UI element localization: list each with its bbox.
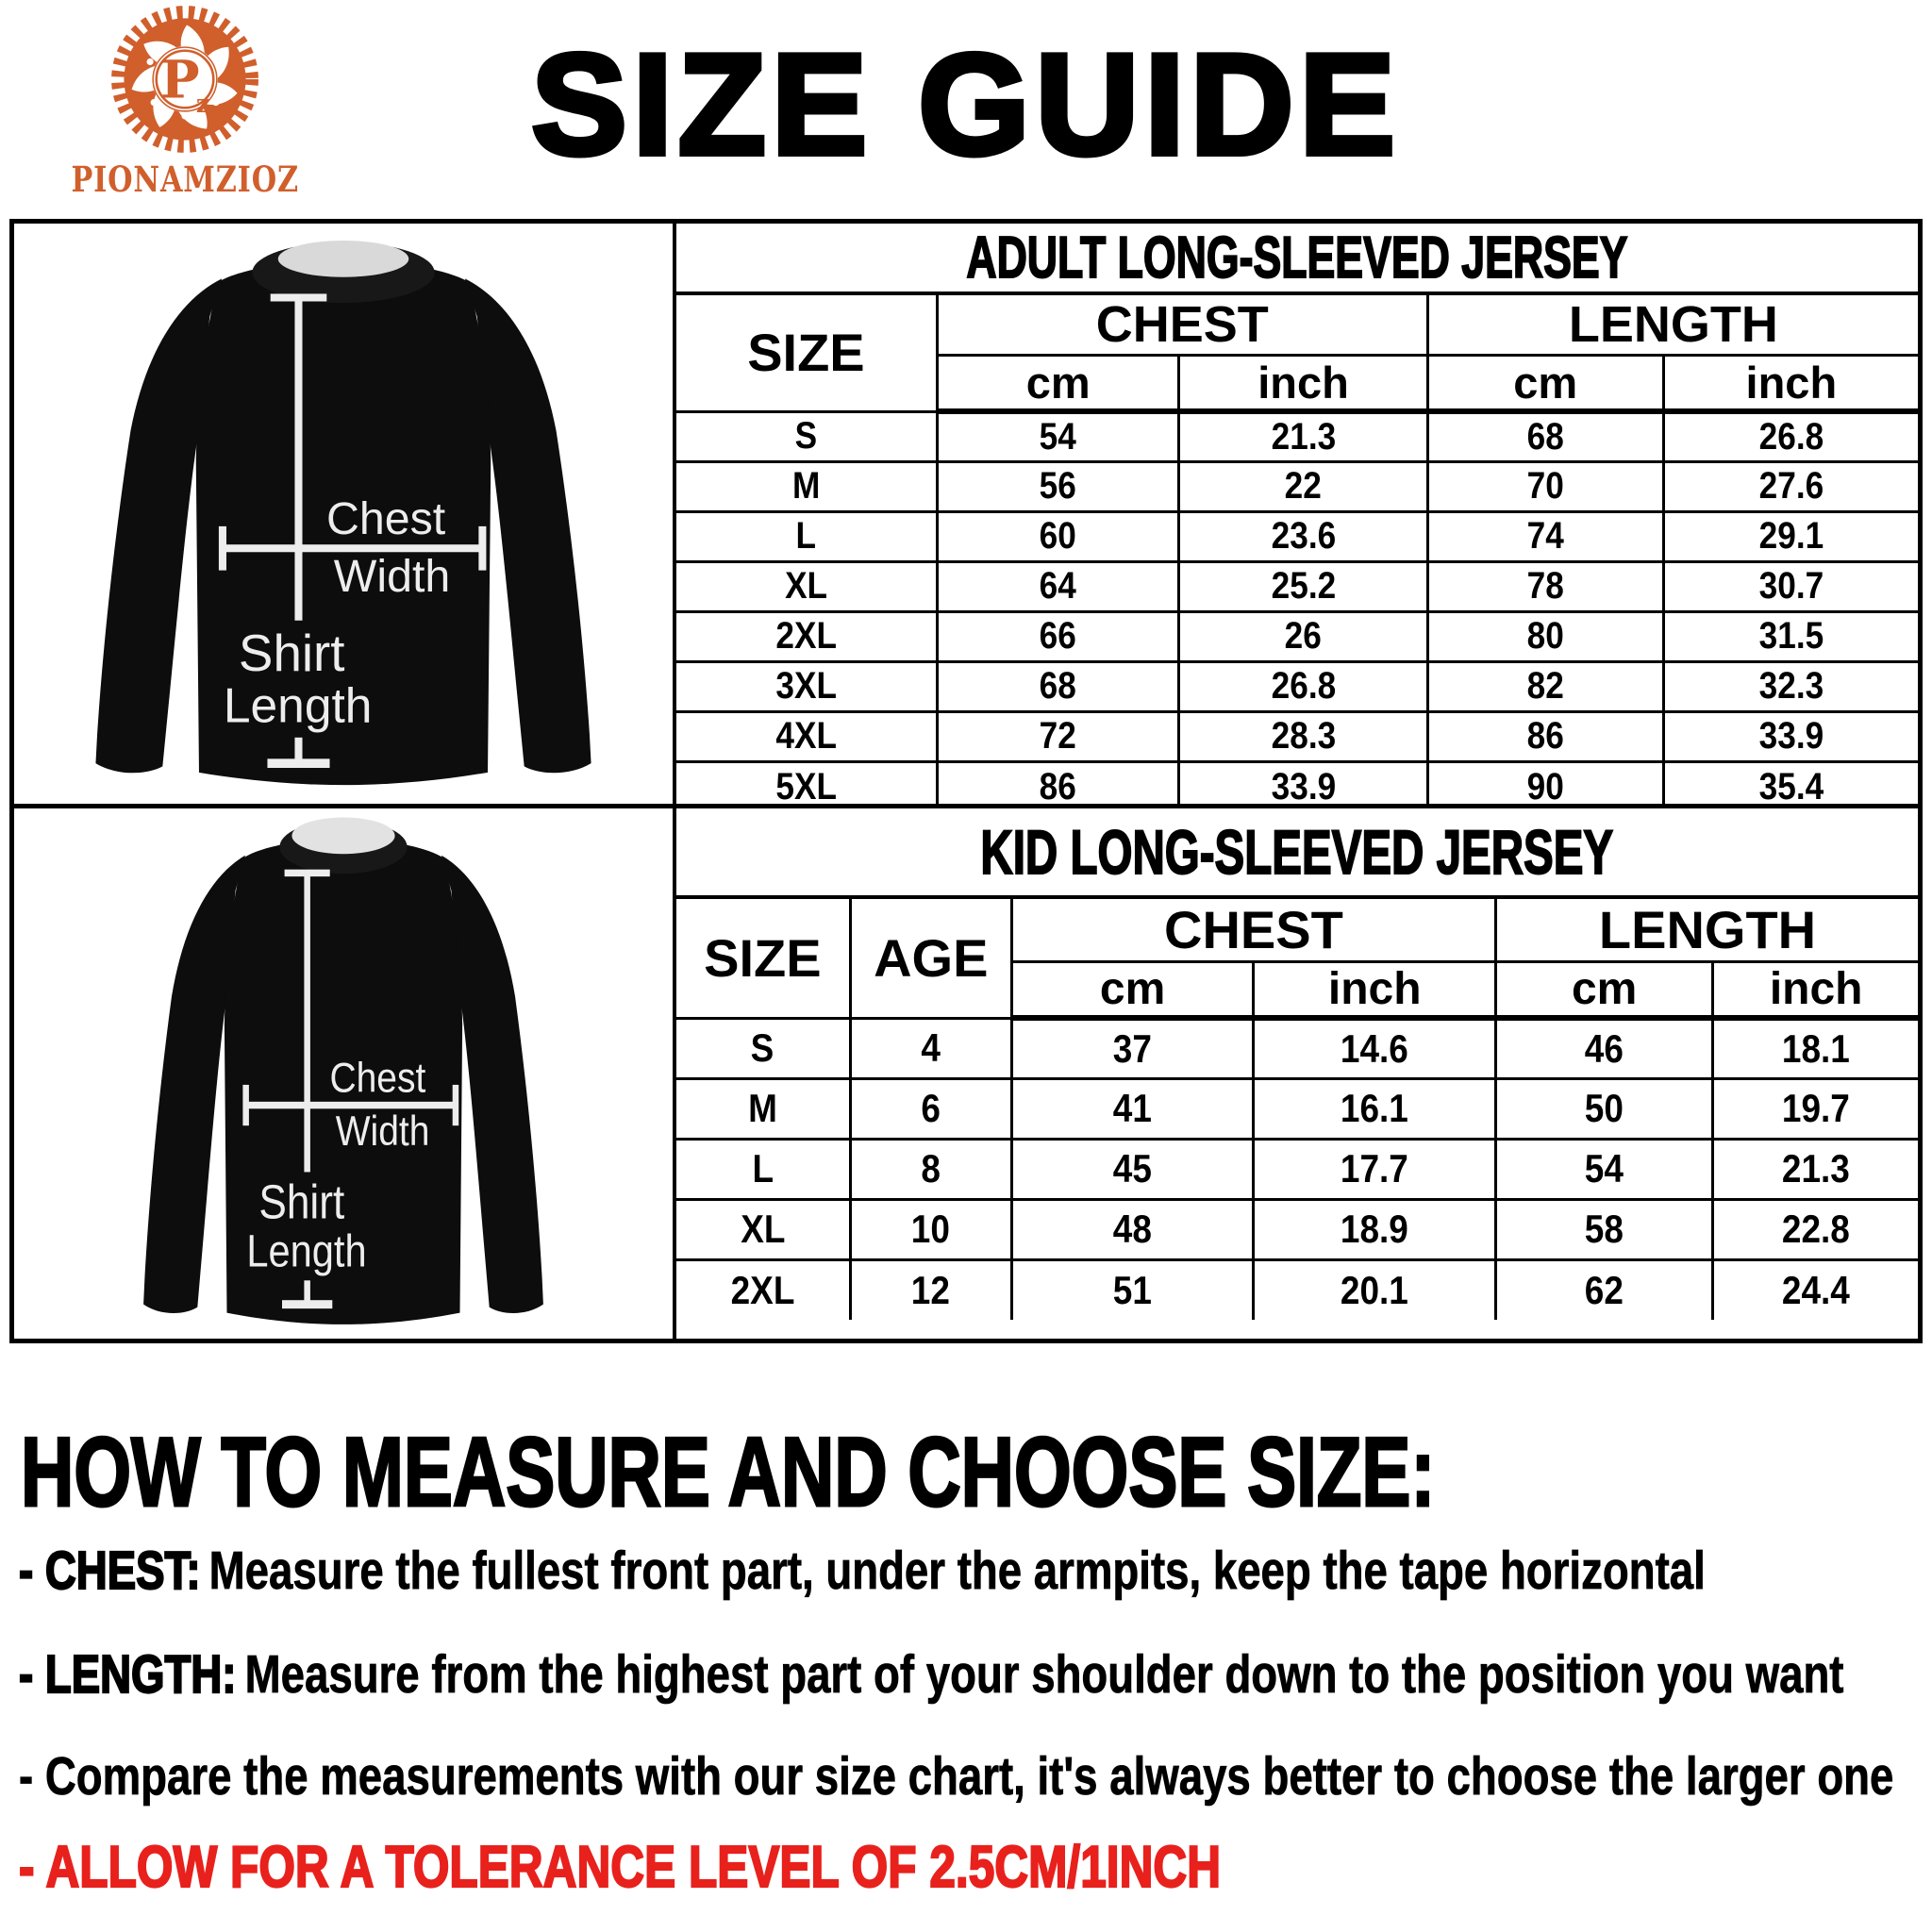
length-cm-cell: 54 — [1585, 1146, 1624, 1191]
length-cm-cell: 68 — [1526, 415, 1564, 458]
kid-size-header: SIZE — [676, 899, 850, 1018]
kid-table-title-text: KID LONG-SLEEVED JERSEY — [980, 817, 1614, 887]
length-cm-cell: 74 — [1526, 515, 1564, 557]
size-cell: 4XL — [775, 715, 837, 757]
logo-monogram-p: P — [160, 49, 200, 111]
chest-cm-cell: 72 — [1040, 715, 1077, 757]
chest-cm-cell: 68 — [1040, 665, 1077, 707]
compare-bullet-text: - Compare the measurements with our size chart, it's always better to choose the larger one — [19, 1746, 1894, 1807]
length-inch-cell: 24.4 — [1782, 1267, 1851, 1312]
chest-inch-cell: 26.8 — [1271, 665, 1336, 707]
howto-heading — [21, 1417, 1907, 1529]
length-inch-cell: 19.7 — [1782, 1086, 1851, 1130]
age-cell: 12 — [911, 1267, 951, 1312]
kid-table-cell — [676, 808, 1918, 1339]
size-cell: L — [752, 1146, 774, 1191]
size-cell: M — [747, 1086, 777, 1130]
table-row — [676, 611, 1918, 661]
page-title: SIZE GUIDE — [531, 25, 1401, 185]
table-row — [676, 561, 1918, 611]
table-row — [676, 461, 1918, 511]
length-cm-cell: 46 — [1585, 1025, 1624, 1071]
shirt-length-label-line1: Shirt — [238, 623, 345, 682]
kid-table-title — [676, 808, 1918, 899]
length-inch-cell: 31.5 — [1758, 615, 1824, 657]
length-inch-cell: 27.6 — [1758, 465, 1824, 507]
table-row — [676, 1259, 1918, 1320]
chest-inch-cell: 16.1 — [1341, 1086, 1409, 1130]
length-cm-cell: 82 — [1526, 665, 1564, 707]
kid-header-row — [676, 899, 1918, 962]
length-cm-cell: 62 — [1585, 1267, 1624, 1312]
length-inch-cell: 18.1 — [1782, 1025, 1851, 1071]
chest-width-label-line1: Chest — [325, 492, 446, 544]
chest-cm-cell: 48 — [1113, 1207, 1153, 1251]
chest-cm-cell: 51 — [1113, 1267, 1153, 1312]
brand-wordmark: PIONAMZIOZ — [71, 158, 299, 200]
adult-chest-inch-header: inch — [1179, 356, 1427, 412]
shirt-length-label-line2: Length — [246, 1225, 367, 1277]
chest-cm-cell: 45 — [1113, 1146, 1153, 1191]
table-row — [676, 711, 1918, 761]
length-inch-cell: 26.8 — [1758, 415, 1824, 458]
table-row — [676, 761, 1918, 808]
adult-length-cm-header: cm — [1427, 356, 1663, 412]
length-inch-cell: 35.4 — [1758, 765, 1824, 808]
adult-table-title-text: ADULT LONG-SLEEVED JERSEY — [966, 225, 1628, 291]
logo-monogram-z: z — [195, 89, 211, 119]
size-cell: S — [751, 1025, 774, 1070]
length-inch-cell: 22.8 — [1782, 1207, 1851, 1251]
kid-chest-inch-header: inch — [1254, 962, 1496, 1019]
kid-size-table — [676, 899, 1918, 1320]
length-cm-cell: 58 — [1585, 1207, 1624, 1251]
length-bullet-text: Measure from the highest part of your shoulder down to the position you want — [244, 1644, 1844, 1705]
kid-shirt-cell — [14, 808, 676, 1339]
length-inch-cell: 29.1 — [1758, 515, 1824, 557]
adult-shirt-cell — [14, 224, 676, 808]
chest-cm-cell: 66 — [1040, 615, 1077, 657]
chest-width-label-line1: Chest — [329, 1053, 426, 1101]
size-cell: 3XL — [775, 665, 837, 707]
chest-inch-cell: 18.9 — [1341, 1207, 1409, 1251]
chest-inch-cell: 20.1 — [1341, 1267, 1409, 1312]
length-cm-cell: 86 — [1526, 715, 1564, 757]
chest-cm-cell: 41 — [1113, 1086, 1153, 1130]
chest-inch-cell: 14.6 — [1341, 1025, 1409, 1071]
length-cm-cell: 50 — [1585, 1086, 1624, 1130]
chest-inch-cell: 17.7 — [1341, 1146, 1409, 1191]
adult-size-table — [676, 295, 1918, 808]
size-cell: 2XL — [775, 615, 837, 657]
length-cm-cell: 70 — [1526, 465, 1564, 507]
neck-opening — [278, 241, 409, 277]
adult-shirt-illustration — [34, 233, 653, 795]
adult-chest-cm-header: cm — [937, 356, 1179, 412]
length-cm-cell: 80 — [1526, 615, 1564, 657]
length-cm-cell: 78 — [1526, 565, 1564, 607]
chest-cm-cell: 56 — [1040, 465, 1077, 507]
size-cell: S — [794, 415, 818, 457]
kid-length-cm-header: cm — [1496, 962, 1713, 1019]
size-cell: L — [795, 515, 817, 557]
adult-header-row — [676, 295, 1918, 356]
length-cm-cell: 90 — [1526, 765, 1564, 808]
table-row — [676, 411, 1918, 461]
size-cell: XL — [740, 1207, 785, 1251]
length-inch-cell: 30.7 — [1758, 565, 1824, 607]
kid-chest-cm-header: cm — [1011, 962, 1254, 1019]
age-cell: 4 — [921, 1025, 941, 1070]
adult-table-cell — [676, 224, 1918, 808]
adult-length-inch-header: inch — [1663, 356, 1918, 412]
chest-bullet-text: Measure the fullest front part, under the armpits, keep the tape horizontal — [208, 1541, 1706, 1601]
table-row — [676, 511, 1918, 561]
chest-inch-cell: 23.6 — [1271, 515, 1336, 557]
howto-chest-bullet — [19, 1540, 1932, 1602]
kid-length-inch-header: inch — [1713, 962, 1918, 1019]
table-row — [676, 1139, 1918, 1199]
howto-heading-text: HOW TO MEASURE AND CHOOSE SIZE: — [21, 1418, 1436, 1527]
table-row — [676, 661, 1918, 711]
tolerance-bullet-text: - ALLOW FOR A TOLERANCE LEVEL OF 2.5CM/1INCH — [19, 1835, 1222, 1900]
adult-length-header: LENGTH — [1427, 295, 1918, 356]
adult-size-header: SIZE — [676, 295, 937, 411]
kid-age-header: AGE — [850, 899, 1011, 1018]
length-inch-cell: 32.3 — [1758, 665, 1824, 707]
age-cell: 10 — [911, 1207, 951, 1251]
chest-inch-cell: 28.3 — [1271, 715, 1336, 757]
kid-length-header: LENGTH — [1496, 899, 1918, 962]
length-bullet-label: - LENGTH: — [19, 1644, 237, 1705]
howto-tolerance-bullet — [19, 1834, 1522, 1901]
size-chart-box — [9, 219, 1923, 1343]
adult-chest-header: CHEST — [937, 295, 1427, 356]
table-row — [676, 1018, 1918, 1078]
length-inch-cell: 33.9 — [1758, 715, 1824, 757]
kid-chest-header: CHEST — [1011, 899, 1495, 962]
size-cell: XL — [784, 565, 827, 607]
shirt-length-label-line1: Shirt — [258, 1175, 345, 1230]
table-row — [676, 1078, 1918, 1139]
chest-inch-cell: 26 — [1284, 615, 1323, 657]
howto-compare-bullet — [19, 1745, 1932, 1807]
chest-cm-cell: 54 — [1040, 415, 1077, 458]
chest-inch-cell: 25.2 — [1271, 565, 1336, 607]
chest-cm-cell: 60 — [1040, 515, 1077, 557]
chest-width-label-line2: Width — [335, 1107, 430, 1155]
age-cell: 8 — [921, 1146, 941, 1191]
neck-opening — [291, 817, 394, 854]
length-inch-cell: 21.3 — [1782, 1146, 1851, 1191]
size-cell: 2XL — [730, 1267, 795, 1312]
table-row — [676, 1199, 1918, 1259]
chest-bullet-label: - CHEST: — [19, 1541, 201, 1601]
chest-inch-cell: 22 — [1284, 465, 1323, 507]
adult-table-title — [676, 224, 1918, 295]
chest-inch-cell: 33.9 — [1271, 765, 1336, 808]
howto-length-bullet — [19, 1643, 1932, 1706]
shirt-length-label-line2: Length — [223, 677, 373, 733]
kid-shirt-illustration — [98, 813, 589, 1334]
size-cell: 5XL — [775, 765, 837, 808]
chest-cm-cell: 37 — [1113, 1025, 1153, 1071]
chest-width-label-line2: Width — [333, 550, 451, 602]
size-cell: M — [791, 465, 821, 507]
chest-cm-cell: 86 — [1040, 765, 1077, 808]
chest-inch-cell: 21.3 — [1271, 415, 1336, 458]
age-cell: 6 — [921, 1086, 941, 1130]
chest-cm-cell: 64 — [1040, 565, 1077, 607]
